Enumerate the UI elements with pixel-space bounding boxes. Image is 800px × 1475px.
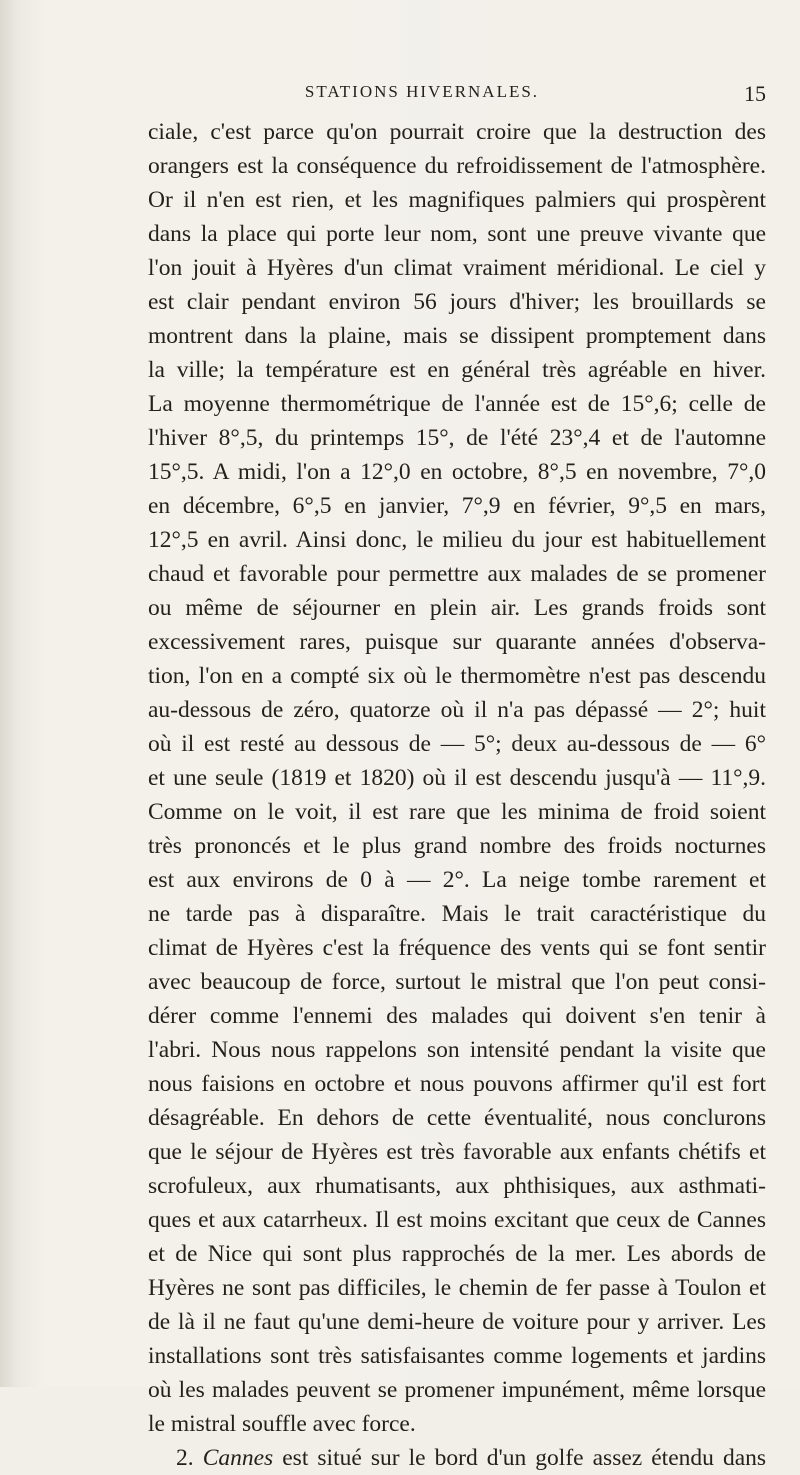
text-line: très prononcés et le plus grand nombre des froids nocturnes: [148, 833, 766, 859]
text-line: Comme on le voit, il est rare que les minima de froid soient: [148, 799, 766, 825]
text-line: en décembre, 6°,5 en janvier, 7°,9 en février, 9°,5 en mars,: [148, 493, 766, 519]
text-line: tion, l'on en a compté six où le thermomètre n'est pas descendu: [148, 663, 766, 689]
section-city: Cannes: [202, 1445, 274, 1471]
section-text: est situé sur le bord d'un golfe assez étendu dans: [282, 1445, 767, 1471]
text-line: est aux environs de 0 à — 2°. La neige tombe rarement et: [148, 867, 766, 893]
text-line: le mistral souffle avec force.: [148, 1411, 416, 1437]
text-line: est clair pendant environ 56 jours d'hiver; les brouillards se: [148, 289, 766, 315]
text-line: Or il n'en est rien, et les magnifiques palmiers qui prospèrent: [148, 187, 766, 213]
text-line: la ville; la température est en général très agréable en hiver.: [148, 357, 766, 383]
text-line: où les malades peuvent se promener impunément, même lorsque: [148, 1377, 766, 1403]
text-line: de là il ne faut qu'une demi-heure de voiture pour y arriver. Les: [148, 1309, 766, 1335]
text-line: ne tarde pas à disparaître. Mais le trait caractéristique du: [148, 901, 766, 927]
text-line: ques et aux catarrheux. Il est moins excitant que ceux de Cannes: [148, 1207, 766, 1233]
page-header: [148, 82, 766, 110]
text-line: excessivement rares, puisque sur quarante années d'observa-: [148, 629, 766, 655]
text-line: 15°,5. A midi, l'on a 12°,0 en octobre, 8°,5 en novembre, 7°,0: [148, 459, 766, 485]
section-start-line: [148, 1441, 766, 1475]
text-line: climat de Hyères c'est la fréquence des vents qui se font sentir: [148, 935, 766, 961]
section-number: 2.: [176, 1445, 194, 1471]
text-line: l'abri. Nous nous rappelons son intensité pendant la visite que: [148, 1037, 766, 1063]
text-line: l'hiver 8°,5, du printemps 15°, de l'été 23°,4 et de l'automne: [148, 425, 766, 451]
text-line: et une seule (1819 et 1820) où il est descendu jusqu'à — 11°,9.: [148, 765, 766, 791]
text-line: où il est resté au dessous de — 5°; deux au-dessous de — 6°: [148, 731, 766, 757]
page-number: 15: [744, 81, 766, 106]
text-line: l'on jouit à Hyères d'un climat vraiment méridional. Le ciel y: [148, 255, 766, 281]
text-line: dérer comme l'ennemi des malades qui doivent s'en tenir à: [148, 1003, 766, 1029]
text-line: montrent dans la plaine, mais se dissipent promptement dans: [148, 323, 766, 349]
text-line: chaud et favorable pour permettre aux malades de se promener: [148, 561, 766, 587]
running-head: STATIONS HIVERNALES.: [304, 82, 540, 101]
text-line: ciale, c'est parce qu'on pourrait croire que la destruction des: [148, 119, 766, 145]
text-line: dans la place qui porte leur nom, sont une preuve vivante que: [148, 221, 766, 247]
text-line: ou même de séjourner en plein air. Les grands froids sont: [148, 595, 766, 621]
text-line: installations sont très satisfaisantes comme logements et jardins: [148, 1343, 766, 1369]
text-line: désagréable. En dehors de cette éventualité, nous conclurons: [148, 1105, 766, 1131]
text-line: nous faisions en octobre et nous pouvons affirmer qu'il est fort: [148, 1071, 766, 1097]
text-line: 12°,5 en avril. Ainsi donc, le milieu du jour est habituellement: [148, 527, 766, 553]
text-line: scrofuleux, aux rhumatisants, aux phthisiques, aux asthmati-: [148, 1173, 766, 1199]
text-line: et de Nice qui sont plus rapprochés de la mer. Les abords de: [148, 1241, 766, 1267]
text-line: au-dessous de zéro, quatorze où il n'a pas dépassé — 2°; huit: [148, 697, 766, 723]
text-line: orangers est la conséquence du refroidissement de l'atmosphère.: [148, 153, 766, 179]
text-line: La moyenne thermométrique de l'année est de 15°,6; celle de: [148, 391, 766, 417]
text-line: Hyères ne sont pas difficiles, le chemin de fer passe à Toulon et: [148, 1275, 766, 1301]
text-line: avec beaucoup de force, surtout le mistral que l'on peut consi-: [148, 969, 766, 995]
body-text: [148, 115, 766, 1475]
text-line: que le séjour de Hyères est très favorable aux enfants chétifs et: [148, 1139, 766, 1165]
